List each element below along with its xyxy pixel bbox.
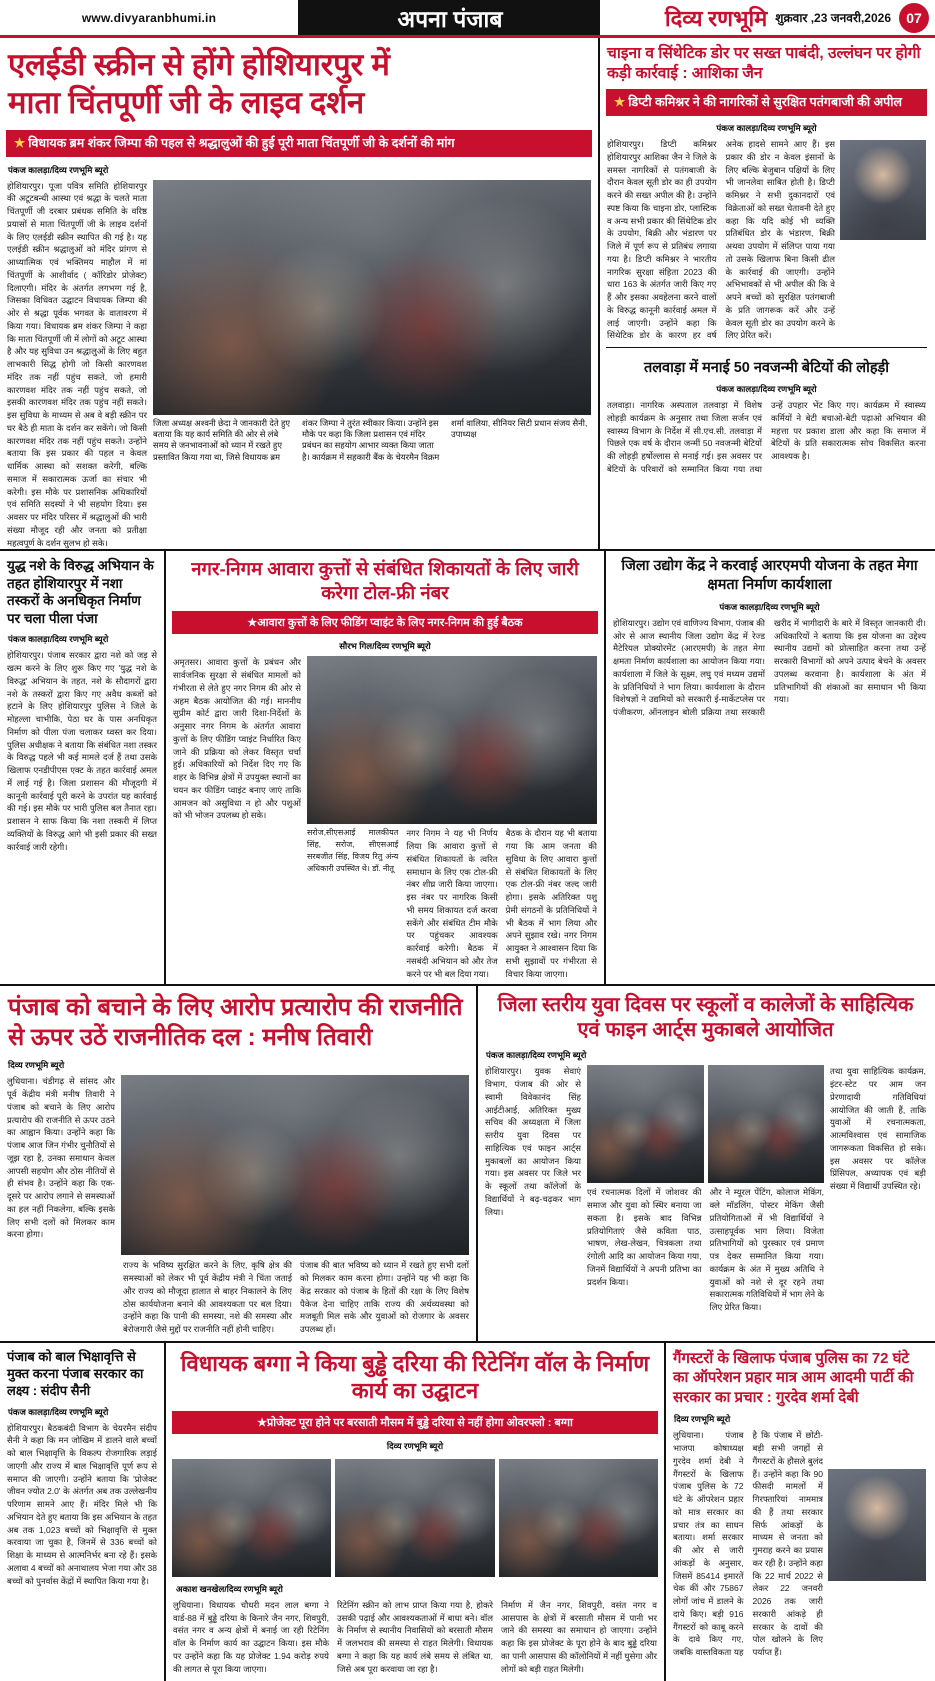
lead-byline: पंकज कालड़ा/दिव्य रणभूमि ब्यूरो	[8, 164, 109, 175]
right-column	[600, 38, 933, 549]
bagga-col3: निर्माण में जैन नगर, शिवपुरी, वसंत नगर व आसपास के क्षेत्रों में बरसाती मौसम में पानी भर जाने की समस्या का समाधान हो जाएगा। उन्होंने कहा कि इस प्रोजेक्ट के पूरा होने के बाद बुड्ढे दरिया का पानी आसपास की कॉलोनियों में नहीं घुसेगा और लोगों को बड़ी राहत मिलेगी।	[501, 1599, 657, 1674]
lead-photo-caption: जिला अध्यक्ष अश्वनी छेदा ने जानकारी देते हुए बताया कि यह कार्य समिति की ओर से लंबे समय से जनभावनाओं को ध्यान में रखते हुए प्रस्तावित किया गया था, जिसे विधायक ब्रम शंकर जिम्पा ने तुरंत स्वीकार किया। उन्होंने इस मौके पर कहा कि जिला प्रशासन एवं मंदिर प्रबंधन का सहयोग आभार व्यक्त किया जाता है। कार्यक्रम में सहकारी बैंक के चेयरमैन विक्रम शर्मा वालिया, सीनियर सिटी प्रधान संजय सैनी, उपाध्यक्ष	[153, 417, 588, 462]
section-three	[0, 986, 935, 1343]
youth-day-byline: पंकज कालड़ा/दिव्य रणभूमि ब्यूरो	[486, 1050, 587, 1061]
bagga-subhead-text: प्रोजेक्ट पूरा होने पर बरसाती मौसम में बुड्ढे दरिया से नहीं होगा ओवरफ्लो : बग्गा	[267, 1416, 573, 1429]
china-dor-body: होशियारपुर। डिप्टी कमिश्नर होशियारपुर आशिका जैन ने जिले के समस्त नागरिकों से पतंगबाजी के दौरान केवल सूती डोर का ही उपयोग करने की सख्त अपील की है। उन्होंने स्पष्ट किया कि चाइना डोर, प्लास्टिक व अन्य सभी प्रकार की सिंथेटिक डोर के उपयोग, बिक्री और भंडारण पर जिले में पूर्ण रूप से प्रतिबंध लगाया गया है। डिप्टी कमिश्नर ने भारतीय नागरिक सुरक्षा संहिता 2023 की धारा 163 के अंतर्गत जारी किए गए हैं और इसका अवहेलना करने वालों के विरुद्ध कानूनी कार्रवाई अमल में लाई जाएगी। उन्होंने कहा कि सिंथेटिक डोर के कारण हर वर्ष अनेक हादसे सामने आए हैं। इस प्रकार की डोर न केवल इंसानों के लिए बल्कि बेजुबान पक्षियों के लिए भी जानलेवा साबित होती है। डिप्टी कमिश्नर ने सभी दुकानदारों एवं विक्रेताओं को सख्त चेतावनी देते हुए कहा कि यदि कोई भी व्यक्ति प्रतिबंधित डोर के भंडारण, बिक्री अथवा उपयोग में संलिप्त पाया गया तो उसके खिलाफ बिना किसी ढील के कार्रवाई की जाएगी। उन्होंने अभिभावकों से भी अपील की कि वे अपने बच्चों को सुरक्षित पतंगबाजी के प्रति जागरूक करें और उन्हें केवल सूती डोर का उपयोग करने के लिए प्रेरित करें।	[607, 139, 835, 341]
newspaper-logo: दिव्य रणभूमि	[664, 5, 768, 31]
msme-workshop-article	[606, 551, 933, 984]
begging-body: होशियारपुर। बैठकबंदी विभाग के चेयरमैन संदीप सैनी ने कहा कि मन जोखिम में डालने वाले बच्चों को बाल भिक्षावृत्ति के विकल्प रोजगारिक लड़ाई जाएगी और राज्य में बाल भिक्षावृत्ति पूर्ण रूप से समाप्त की जाएगी। उन्होंने बताया कि 'प्रोजेक्ट जीवन ज्योत 2.0' के अंतर्गत अब तक उल्लेखनीय परिणाम सामने आए हैं। मंदिर मिले भी कि अभियान देते हुए बताया कि इस अभियान के तहत अब तक 1,023 बच्चों को भिक्षावृत्ति से मुक्त करवाया जा चुका है, जिनमें से 336 बच्चों को शिक्षा के माध्यम से आत्मनिर्भर बना रहे हैं। इसके अलावा 4 बच्चों को अनाथालय भेजा गया और 38 बच्चों को पुनर्वास केंद्रों में स्थापित किया गया है।	[7, 1422, 157, 1586]
officer-portrait	[840, 140, 926, 240]
gangster-headline: गैंगस्टरों के खिलाफ पंजाब पुलिस का 72 घंटे का ऑपरेशन प्रहार मात्र आम आदमी पार्टी की सरकार का प्रचार : गुरदेव शर्मा देबी	[673, 1349, 914, 1406]
china-dor-headline: चाइना व सिंथेटिक डोर पर सख्त पाबंदी, उल्लंघन पर होगी कड़ी कार्रवाई : आशिका जैन	[607, 45, 921, 83]
gangster-byline: दिव्य रणभूमि ब्यूरो	[674, 1414, 731, 1425]
youth-day-col3: और ने म्यूरल पेंटिंग, कोलाज मेकिंग, क्ले मॉडलिंग, पोस्टर मेकिंग जैसी प्रतियोगिताओं में भी विद्यार्थियों ने उत्साहपूर्वक भाग लिया। विजेता प्रतिभागियों को पुरस्कार एवं प्रमाण पत्र देकर सम्मानित किया गया। कार्यक्रम के अंत में मुख्य अतिथि ने युवाओं को नशे से दूर रहने तथा सकारात्मक गतिविधियों में भाग लेने के लिए प्रेरित किया।	[709, 1187, 824, 1313]
top-section	[0, 38, 935, 551]
star-icon-2: ★	[614, 95, 626, 110]
section-two	[0, 551, 935, 986]
stray-dogs-col1: अमृतसर। आवारा कुत्तों के प्रबंधन और सार्वजनिक सुरक्षा से संबंधित मामलों को गंभीरता से लेते हुए नगर निगम की ओर से अहम बैठक आयोजित की गई। माननीय सुप्रीम कोर्ट द्वारा जारी दिशा-निर्देशों के अनुसार नगर निगम के अंतर्गत आवारा कुत्तों के लिए फीडिंग प्वाइंट निर्धारित किए जाने की प्रक्रिया को लेकर विस्तृत चर्चा हुई। अधिकारियों को निर्देश दिए गए कि शहर के विभिन्न क्षेत्रों में उपयुक्त स्थानों का चयन कर फीडिंग प्वाइंट बनाए जाएं ताकि आमजन को असुविधा न हो और पशुओं को भी भोजन उपलब्ध हो सके।	[173, 657, 301, 821]
china-dor-subhead-text: डिप्टी कमिश्नर ने की नागरिकों से सुरक्षित पतंगबाजी की अपील	[628, 95, 902, 110]
drug-raid-body: होशियारपुर। पंजाब सरकार द्वारा नशे को जड़ से खत्म करने के लिए शुरू किए गए 'युद्ध नशे के विरुद्ध' अभियान के तहत, नशे के सौदागरों द्वारा नशे के तस्करों द्वारा किए गए अवैध कब्जों को हटाने के लिए होशियारपुर पुलिस ने जिले के मोहल्ला चाभीकि, पेठा घर के पास अनधिकृत निर्माण को पीला पंजा चलाकर ध्वस्त कर दिया। पुलिस अधीक्षक ने बताया कि संबंधित नशा तस्कर के विरुद्ध पहले भी कई मामले दर्ज हैं तथा उसके खिलाफ एनडीपीएस एक्ट के तहत कार्रवाई अमल में लाई गई है। जिला प्रशासन की मौजूदगी में कानूनी कार्रवाई पूरी करने के उपरांत यह कार्रवाई की गई। इस मौके पर भारी पुलिस बल तैनात रहा। प्रशासन ने साफ किया कि नशा तस्करी में लिप्त व्यक्तियों के विरुद्ध आगे भी इसी प्रकार की सख्त कार्रवाई जारी रहेगी।	[7, 650, 157, 852]
msme-body: होशियारपुर। उद्योग एवं वाणिज्य विभाग, पंजाब की ओर से आज स्थानीय जिला उद्योग केंद्र में रेज्ड मैटेरियल प्रोक्योरमेंट (आरएमपी) के तहत मेगा क्षमता निर्माण कार्यशाला का आयोजन किया गया। कार्यशाला में जिले के सूक्ष्म, लघु एवं मध्यम उद्यमों के प्रतिनिधियों ने भाग लिया। कार्यशाला के दौरान विशेषज्ञों ने उद्यमियों को सरकारी ई-मार्केटप्लेस पर पंजीकरण, ऑनलाइन बोली प्रक्रिया तथा सरकारी खरीद में भागीदारी के बारे में विस्तृत जानकारी दी। अधिकारियों ने बताया कि इस योजना का उद्देश्य स्थानीय उद्यमों को प्रोत्साहित करना तथा उन्हें सरकारी विभागों को अपने उत्पाद बेचने के अवसर उपलब्ध करवाना है। कार्यशाला के अंत में प्रतिभागियों की शंकाओं का समाधान भी किया गया।	[613, 617, 926, 718]
bagga-article	[166, 1343, 666, 1681]
stray-dogs-subhead	[172, 611, 598, 634]
lead-photo	[153, 180, 591, 415]
bagga-photo-2	[335, 1459, 494, 1577]
tewari-photo	[121, 1075, 469, 1255]
china-dor-byline: पंकज कालड़ा/दिव्य रणभूमि ब्यूरो	[716, 123, 817, 134]
bagga-gallery	[166, 1456, 664, 1580]
bagga-photo-credit: अकाश खनखेल/दिव्य रणभूमि ब्यूरो	[176, 1583, 283, 1594]
gangster-body: लुधियाना। पंजाब भाजपा कोषाध्यक्ष गुरदेव शर्मा देबी ने गैंगस्टरों के खिलाफ पंजाब पुलिस के 72 घंटे के ऑपरेशन प्रहार को मात्र सरकार का प्रचार तंत्र का साधन बताया। शर्मा सरकार की ओर से जारी आंकड़ों के अनुसार, जिसमें 85414 इमारतें चेक कीं और 75867 लोगों जांच में डालने के दाये किए। बड़ी 916 गैंगस्टरों को काबू करने के दावे किए गए, जबकि वास्तविकता यह है कि पंजाब में छोटी-बड़ी सभी जगहों से गैंगस्टरों के हौसले बुलंद हैं। उन्होंने कहा कि 90 फीसदी मामलों में गिरफ्तारियां नाममात्र की हैं तथा सरकार सिर्फ आंकड़ों के माध्यम से जनता को गुमराह करने का प्रयास कर रही है। उन्होंने कहा कि 22 मार्च 2022 से लेकर 22 जनवरी 2026 तक जारी सरकारी आंकड़े ही सरकार के दावों की पोल खोलने के लिए पर्याप्त हैं।	[673, 1430, 823, 1658]
stray-dogs-headline: नगर-निगम आवारा कुत्तों से संबंधित शिकायतों के लिए जारी करेगा टोल-फ्री नंबर	[191, 558, 579, 604]
lead-headline-line1: एलईडी स्क्रीन से होंगे होशियारपुर में	[8, 47, 390, 82]
youth-day-photo-1	[587, 1065, 704, 1183]
youth-day-photo-2	[708, 1065, 825, 1183]
stray-dogs-byline: सौरभ गिल/दिव्य रणभूमि ब्यूरो	[339, 641, 431, 652]
lead-body: होशियारपुर। पूजा पवित्र समिति होशियारपुर की अटूटबन्धी आस्था एवं श्रद्धा के चलते माता चिंतपूर्णी जी दरबार प्रबंधक समिति के वरिष्ठ प्रयासों से माता चिंतपूर्णी जी के लाइव दर्शनों के लिए एलईडी स्क्रीन स्थापित की गई है। यह एलईडी स्क्रीन श्रद्धालुओं को मंदिर प्रांगण से आध्यात्मिक एवं भक्तिमय माहौल में मां चिंतपूर्णी के आशीर्वाद ( कॉरिडोर प्रोजेक्ट) दिलाएगी। मंदिर के अंतर्गत लगभग्ग गई है, जिसका विधिवत उद्घाटन विधायक जिम्पा की ओर से श्रद्धा पूर्वक भगवत के वातावरण में किया गया। विधायक ब्रम शंकर जिम्पा ने कहा कि माता चिंतपूर्णी जी में लोगों को अटूट आस्था है और यह सुविधा उन श्रद्धालुओं के लिए बहुत लाभकारी सिद्ध होगी जो किसी कारणवश मंदिर तक नहीं पहुंच सकते, जो हमारी कारणवश मंदिर तक नहीं पहुंच सकते, जो इसकी कारणवश मंदिर तक पहुंच नहीं सकते। इस सुविधा के माध्यम से अब वे बड़ी स्क्रीन पर घर बैठे ही माता के दर्शन कर सकेंगे। जो किसी कारणवश मंदिर तक नहीं पहुंच सकते। उन्होंने बताया कि इस प्रकार की पहल न केवल धार्मिक आस्था को सशक्त करेगी, बल्कि समाज में सकारात्मक ऊर्जा का संचार भी करेगी। इस मौके पर प्रशासनिक अधिकारियों एवं समिति सदस्यों ने भी सहयोग दिया। इस अवसर पर मंदिर परिसर में श्रद्धालुओं की भारी संख्या मौजूद रही और जनता को प्रतीक्षा महत्वपूर्ण के दर्शन सुलभ हो सके।	[7, 180, 147, 548]
talwara-headline: तलवाड़ा में मनाई 50 नवजन्मी बेटियों की लोहड़ी	[643, 360, 890, 377]
youth-day-article	[478, 986, 933, 1341]
youth-day-col4: तथा युवा साहित्यिक कार्यक्रम, इंटर-स्टेट पर आम जन प्रेरणादायी गतिविधियां आयोजित की जाती हैं, ताकि युवाओं में रचनात्मकता, आत्मविश्वास एवं सामाजिक जागरूकता विकसित हो सके। इस अवसर पर कॉलेज प्रिंसिपल, अध्यापक एवं बड़ी संख्या में विद्यार्थी उपस्थित रहे।	[830, 1066, 926, 1192]
talwara-body: तलवाड़ा। नागरिक अस्पताल तलवाड़ा में विशेष लोहड़ी कार्यक्रम के अनुसार तथा जिला सर्जन एवं स्वास्थ्य विभाग के निर्देश में सी.एच.सी. तलवाड़ा में पिछले एक वर्ष के दौरान जन्मीं 50 नवजन्मी बेटियों की लोहड़ी हर्षोल्लास से मनाई गई। इस अवसर पर बेटियों के परिवारों को सम्मानित किया गया तथा उन्हें उपहार भेंट किए गए। कार्यक्रम में स्वास्थ्य कर्मियों ने बेटी बचाओ-बेटी पढ़ाओ अभियान की महत्ता पर प्रकाश डाला और कहा कि समाज में बेटियों के प्रति सकारात्मक सोच विकसित करना आवश्यक है।	[607, 400, 926, 474]
youth-day-col1: होशियारपुर। युवक सेवाएं विभाग, पंजाब की ओर से स्वामी विवेकानंद सिंह आईटीआई, अतिरिक्त मुख्य सचिव की अध्यक्षता में जिला स्तरीय युवा दिवस पर साहित्यिक एवं फाइन आर्ट्स मुकाबलों का आयोजन किया गया। इस अवसर पर जिले भर के स्कूलों तथा कॉलेजों के विद्यार्थियों ने बढ़-चढ़कर भाग लिया।	[485, 1066, 581, 1217]
star-icon: ★	[14, 135, 26, 150]
lead-headline	[0, 38, 598, 126]
stray-dogs-photo	[307, 656, 597, 824]
masthead-right	[600, 0, 935, 35]
star-icon-3: ★	[247, 617, 258, 630]
bagga-headline: विधायक बग्गा ने किया बुड्ढे दरिया की रिटेनिंग वॉल के निर्माण कार्य का उद्घाटन	[180, 1350, 650, 1404]
youth-day-col2: एवं रचनात्मक दिलों में जोशवर की समाज और युवा को स्थिर बनाया जा सकता है। इसके बाद विभिन्न प्रतियोगिताएं जैसे कविता पाठ, भाषण, लेख-लेखन, चित्रकला तथा रंगोली आदि का आयोजन किया गया, जिनमें विद्यार्थियों ने अपनी प्रतिभा का प्रदर्शन किया।	[587, 1187, 702, 1287]
begging-byline: पंकज कालड़ा/दिव्य रणभूमि ब्यूरो	[8, 1406, 109, 1417]
masthead	[0, 0, 935, 38]
drug-raid-article	[0, 551, 166, 984]
bagga-photo-1	[172, 1459, 331, 1577]
tewari-col1: लुधियाना। चंडीगढ़ से सांसद और पूर्व केंद्रीय मंत्री मनीष तिवारी ने पंजाब को बचाने के लिए आरोप प्रत्यारोप की राजनीति से ऊपर उठने का आह्वान किया। उन्होंने कहा कि पंजाब आज जिन गंभीर चुनौतियों से जूझ रहा है, उनका समाधान केवल आपसी सहयोग और ठोस नीतियों से ही संभव है। उन्होंने कहा कि एक-दूसरे पर आरोप लगाने से समस्याओं का हल नहीं निकलेगा, बल्कि इसके लिए सभी दलों को मिलकर काम करना होगा।	[7, 1076, 115, 1240]
stray-dogs-col2: नगर निगम ने यह भी निर्णय लिया कि आवारा कुत्तों से संबंधित शिकायतों के त्वरित समाधान के लिए एक टोल-फ्री नंबर शीघ्र जारी किया जाएगा। इस नंबर पर नागरिक किसी भी समय शिकायत दर्ज करवा सकेंगे और संबंधित टीम मौके पर पहुंचकर आवश्यक कार्रवाई करेगी। बैठक में नसबंदी अभियान को और तेज करने पर भी बल दिया गया।	[406, 828, 498, 979]
website-url[interactable]: www.divyaranbhumi.in	[0, 0, 300, 35]
lead-article	[0, 38, 600, 549]
star-icon-4: ★	[257, 1416, 268, 1429]
gangster-article	[666, 1343, 933, 1681]
china-dor-subhead	[606, 89, 927, 116]
stray-dogs-article	[166, 551, 606, 984]
drug-raid-byline: पंकज कालड़ा/दिव्य रणभूमि ब्यूरो	[8, 634, 109, 645]
lead-subhead	[6, 130, 592, 157]
begging-headline: पंजाब को बाल भिक्षावृत्ति से मुक्त करना पंजाब सरकार का लक्ष्य : संदीप सैनी	[7, 1348, 144, 1398]
issue-date: शुक्रवार ,23 जनवरी,2026	[775, 11, 891, 25]
tewari-col2: राज्य के भविष्य सुरक्षित करने के लिए, कृषि क्षेत्र की समस्याओं को लेकर भी पूर्व केंद्रीय मंत्री ने चिंता जताई और राज्य को मौजूदा हालात से बाहर निकालने के लिए ठोस कार्ययोजना बनाने की आवश्यकता पर बल दिया। उन्होंने कहा कि पानी की समस्या, नशे की समस्या और बेरोजगारी जैसे मुद्दों पर राजनीति नहीं होनी चाहिए।	[123, 1260, 292, 1335]
msme-byline: पंकज कालड़ा/दिव्य रणभूमि ब्यूरो	[719, 601, 820, 612]
youth-day-headline: जिला स्तरीय युवा दिवस पर स्कूलों व कालेजों के साहित्यिक एवं फाइन आर्ट्स मुकाबले आयोजित	[497, 994, 914, 1042]
bagga-col2: रिटेनिंग स्क्रीन को लाभ प्राप्त किया गया है, होकरे उसकी पढ़ाई और आवश्यकताओं में बाधा बने। वॉल के निर्माण से स्थानीय निवासियों को बरसाती मौसम में जलभराव की समस्या से राहत मिलेगी। विधायक बग्गा ने कहा कि यह कार्य लंबे समय से लंबित था, जिसे अब पूरा करवाया जा रहा है।	[337, 1599, 493, 1674]
stray-dogs-subhead-text: आवारा कुत्तों के लिए फीडिंग प्वाइंट के लिए नगर-निगम की हुई बैठक	[257, 617, 523, 630]
bagga-byline: दिव्य रणभूमि ब्यूरो	[386, 1440, 444, 1451]
lead-headline-line2: माता चिंतपूर्णी जी के लाइव दर्शन	[8, 84, 365, 120]
manish-tewari-article	[0, 986, 478, 1341]
talwara-byline: पंकज कालड़ा/दिव्य रणभूमि ब्यूरो	[716, 384, 817, 394]
begging-article	[0, 1343, 166, 1681]
stray-dogs-photo-caption: सरोज,सीएसआई मालकीयत सिंह, सरोज, सीएसआई सरबजीत सिंह, विजय रितु अंन्य अधिकारी उपस्थित थे। डॉ. नीतू	[307, 828, 399, 874]
section-title: अपना पंजाब	[300, 0, 600, 35]
lead-subhead-text: विधायक ब्रम शंकर जिम्पा की पहल से श्रद्धालुओं की हुई पूरी माता चिंतपूर्णी जी के दर्शनों की मांग	[28, 135, 455, 150]
bagga-col1: लुधियाना। विधायक चौधरी मदन लाल बग्गा ने वार्ड-88 में बुड्ढे दरिया के किनारे जैन नगर, शिवपुरी, वसंत नगर व अन्य क्षेत्रों में बनाई जा रही रिटेनिंग वॉल के निर्माण कार्य का उद्घाटन किया। इस मौके पर उन्होंने कहा कि यह प्रोजेक्ट 1.94 करोड़ रुपये की लागत से पूरा किया जाएगा।	[173, 1599, 329, 1674]
tewari-col3: पंजाब की बात भविष्य को ध्यान में रखते हुए सभी दलों को मिलकर काम करना होगा। उन्होंने यह भी कहा कि केंद्र सरकार को पंजाब के हितों की रक्षा के लिए विशेष पैकेज देना चाहिए ताकि राज्य की अर्थव्यवस्था को मजबूती मिल सके और युवाओं को रोजगार के अवसर उपलब्ध हों।	[300, 1260, 469, 1335]
gurdev-sharma-portrait	[828, 1469, 926, 1581]
stray-dogs-col3: बैठक के दौरान यह भी बताया गया कि आम जनता की सुविधा के लिए आवारा कुत्तों से संबंधित शिकायतों के लिए एक टोल-फ्री नंबर जल्द जारी होगा। इसके अतिरिक्त पशु प्रेमी संगठनों के प्रतिनिधियों ने भी बैठक में भाग लिया और अपने सुझाव रखे। नगर निगम आयुक्त ने आश्वासन दिया कि सभी सुझावों पर गंभीरता से विचार किया जाएगा।	[505, 828, 597, 979]
drug-raid-headline: युद्ध नशे के विरुद्ध अभियान के तहत होशियारपुर में नशा तस्करों के अनधिकृत निर्माण पर चला पीला पंजा	[7, 558, 154, 626]
section-four	[0, 1343, 935, 1681]
bagga-photo-3	[499, 1459, 658, 1577]
page-number-badge: 07	[899, 3, 929, 33]
tewari-headline: पंजाब को बचाने के लिए आरोप प्रत्यारोप की राजनीति से ऊपर उठें राजनीतिक दल : मनीष तिवारी	[8, 994, 463, 1052]
msme-headline: जिला उद्योग केंद्र ने करवाई आरएमपी योजना के तहत मेगा क्षमता निर्माण कार्यशाला	[621, 558, 918, 594]
bagga-subhead	[172, 1411, 658, 1434]
tewari-byline: दिव्य रणभूमि ब्यूरो	[8, 1060, 65, 1071]
